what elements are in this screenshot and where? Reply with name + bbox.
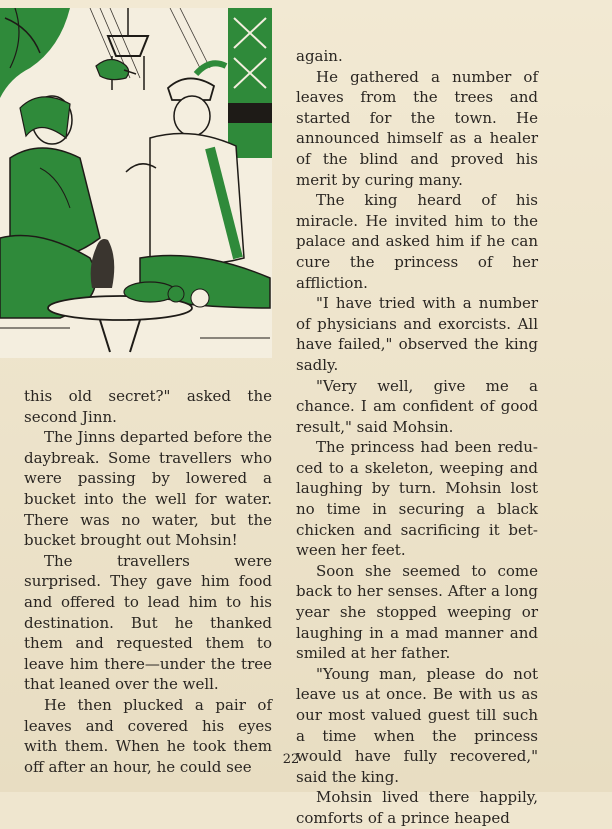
paragraph: Mohsin lived there happily, comforts of a prince heaped xyxy=(296,788,538,827)
paragraph: again. xyxy=(296,47,343,65)
page-number: 22 xyxy=(282,752,300,767)
paragraph: "I have tried with a number of physicians and exorcists. All have failed," observed the king sadly. xyxy=(296,294,538,374)
paragraph: The princess had been redu-ced to a skeleton, weeping and laughing by turn. Mohsin lost no time in securing a black chicken and sacrificing it bet-ween her feet. xyxy=(296,438,538,560)
paragraph: He then plucked a pair of leaves and covered his eyes with them. When he took them off after an hour, he could see xyxy=(24,695,272,776)
story-illustration xyxy=(0,8,272,358)
paragraph: this old secret?" asked the second Jinn. xyxy=(24,387,272,426)
paragraph: "Young man, please do not leave us at once. Be with us as our most valued guest till such a time when the princess would have fully recovered," said the king. xyxy=(296,664,538,786)
paragraph: The travellers were surprised. They gave him food and offered to lead him to his destination. But he thanked them and requested them to leave him there—under the tree that leaned over the well. xyxy=(24,551,272,694)
paragraph: He gathered a number of leaves from the trees and started for the town. He announced himself as a healer of the blind and proved his merit by curing many. xyxy=(296,67,538,189)
right-text-column xyxy=(296,46,538,829)
paragraph: The king heard of his miracle. He invited him to the palace and asked him if he can cure the princess of her affliction. xyxy=(296,191,538,292)
left-text-column xyxy=(24,386,272,777)
paragraph: The Jinns departed before the daybreak. Some travellers who were passing by lowered a bucket into the well for water. There was no water, but the bucket brought out Mohsin! xyxy=(24,428,272,550)
paragraph: "Very well, give me a chance. I am confident of good result," said Mohsin. xyxy=(296,376,538,436)
paragraph: Soon she seemed to come back to her senses. After a long year she stopped weeping or laughing in a mad manner and smiled at her father. xyxy=(296,561,538,663)
